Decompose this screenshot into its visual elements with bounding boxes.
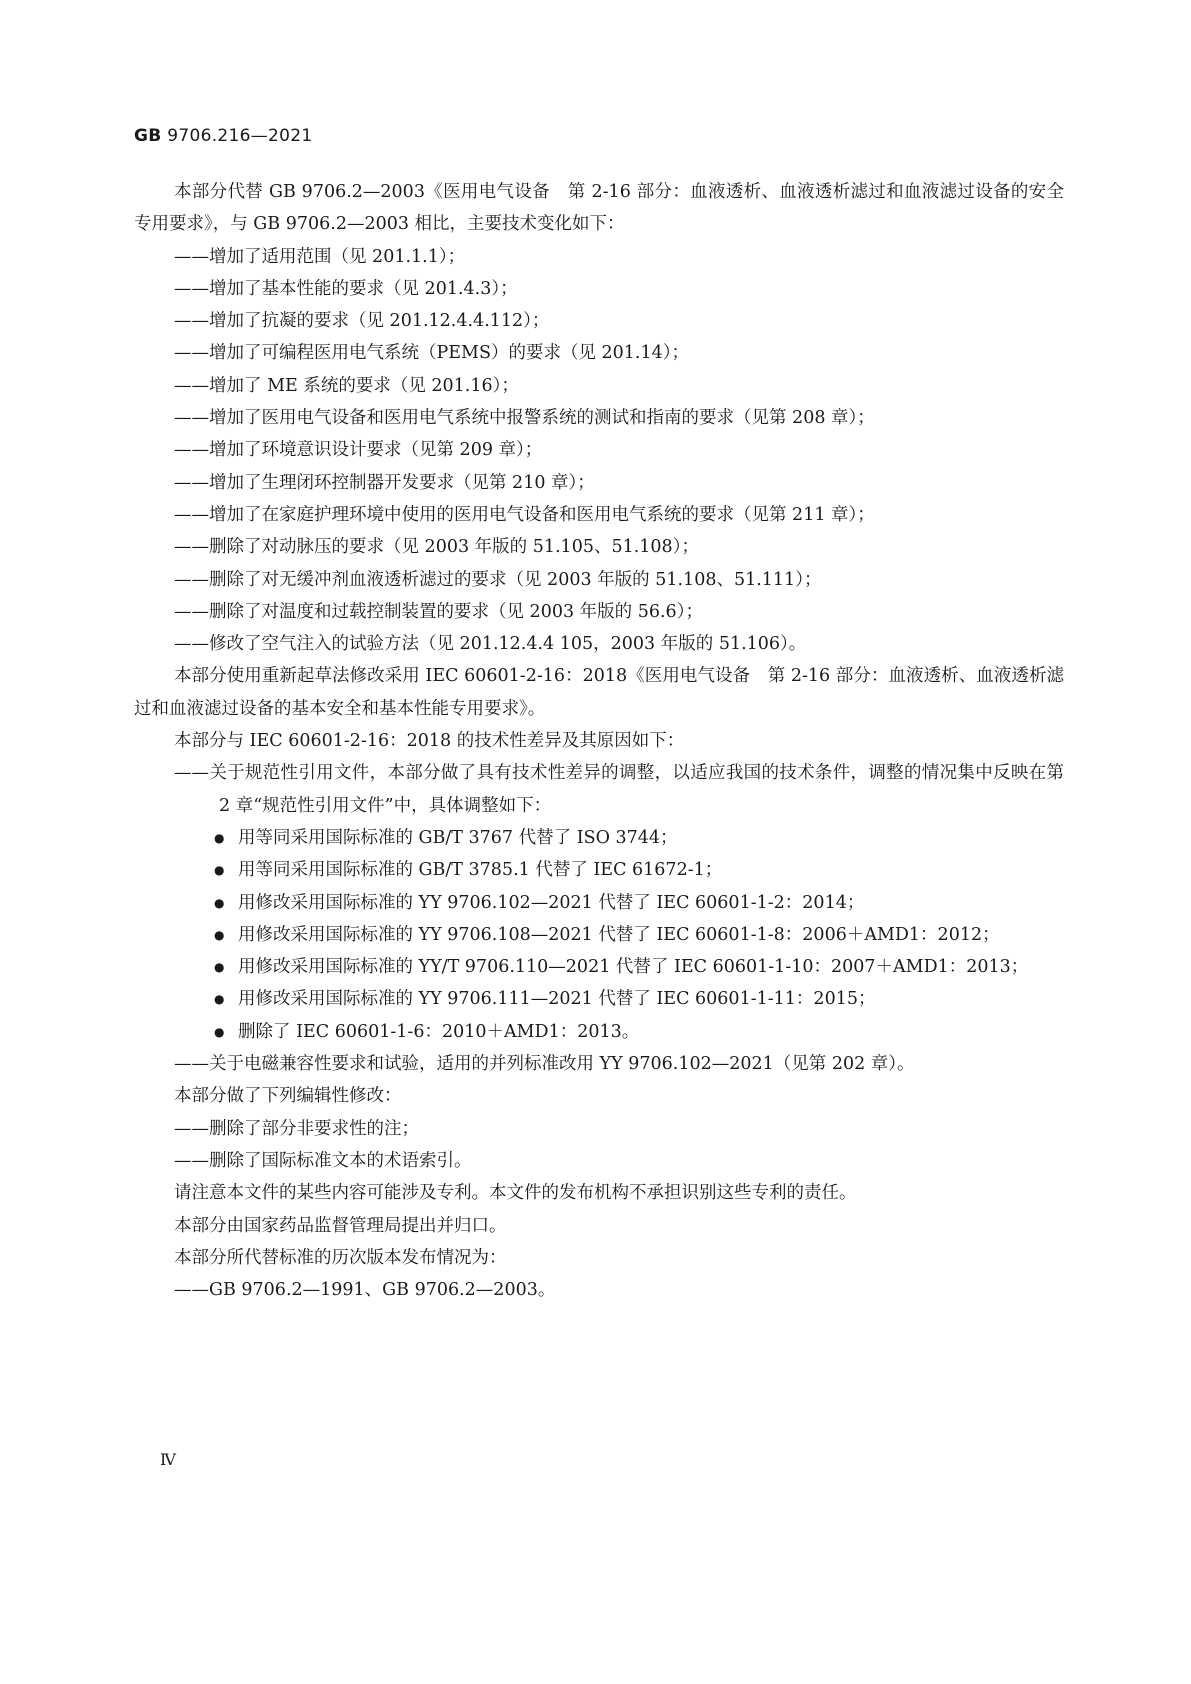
standard-prefix: GB [134, 126, 162, 146]
list-item: ——增加了生理闭环控制器开发要求（见第 210 章）； [174, 472, 595, 493]
page-header [134, 126, 313, 146]
list-item: ——增加了在家庭护理环境中使用的医用电气设备和医用电气系统的要求（见第 211 章）； [174, 504, 875, 525]
technical-changes-list [134, 241, 1064, 661]
bullet-item: ● 用修改采用国际标准的 YY/T 9706.110—2021 代替了 IEC 60601-1-10：2007＋AMD1：2013； [134, 951, 1064, 983]
bullet-item: ● 用等同采用国际标准的 GB/T 3767 代替了 ISO 3744； [134, 822, 1064, 854]
bullet-item: ● 用修改采用国际标准的 YY 9706.102—2021 代替了 IEC 60601-1-2：2014； [134, 887, 1064, 919]
list-item: ——删除了对无缓冲剂血液透析滤过的要求（见 2003 年版的 51.108、51.111）； [174, 569, 822, 590]
list-item: ——删除了对动脉压的要求（见 2003 年版的 51.105、51.108）； [174, 537, 699, 558]
normative-references-item: ——关于规范性引用文件，本部分做了具有技术性差异的调整，以适应我国的技术条件，调整的情况集中反映在第 2 章“规范性引用文件”中，具体调整如下： [174, 763, 1064, 816]
bullet-item: ● 用修改采用国际标准的 YY 9706.108—2021 代替了 IEC 60601-1-8：2006＋AMD1：2012； [134, 919, 1064, 951]
history-paragraph: 本部分所代替标准的历次版本发布情况为： [174, 1247, 507, 1268]
list-item: ——增加了医用电气设备和医用电气系统中报警系统的测试和指南的要求（见第 208 章）； [174, 408, 875, 429]
editorial-paragraph: 本部分做了下列编辑性修改： [174, 1086, 402, 1107]
list-item: ——删除了国际标准文本的术语索引。 [174, 1150, 472, 1171]
standard-number: 9706.216—2021 [167, 126, 313, 146]
adjustment-bullet-list [134, 822, 1064, 1048]
bullet-item: ● 用修改采用国际标准的 YY 9706.111—2021 代替了 IEC 60601-1-11：2015； [134, 983, 1064, 1015]
list-item: ——删除了部分非要求性的注； [174, 1118, 419, 1139]
list-item: ——增加了适用范围（见 201.1.1）； [174, 246, 466, 267]
adoption-paragraph: 本部分使用重新起草法修改采用 IEC 60601-2-16：2018《医用电气设备 第 2-16 部分：血液透析、血液透析滤过和血液滤过设备的基本安全和基本性能专用要求》。 [134, 666, 1064, 719]
list-item: ——删除了对温度和过载控制装置的要求（见 2003 年版的 56.6）； [174, 601, 703, 622]
list-item: ——增加了可编程医用电气系统（PEMS）的要求（见 201.14）； [174, 343, 690, 364]
patent-paragraph: 请注意本文件的某些内容可能涉及专利。本文件的发布机构不承担识别这些专利的责任。 [174, 1183, 857, 1204]
list-item: ——增加了 ME 系统的要求（见 201.16）； [174, 375, 519, 396]
list-item: ——修改了空气注入的试验方法（见 201.12.4.4 105，2003 年版的 51.106）。 [174, 634, 807, 655]
list-item: ——增加了基本性能的要求（见 201.4.3）； [174, 278, 518, 299]
emc-item: ——关于电磁兼容性要求和试验，适用的并列标准改用 YY 9706.102—2021（见第 202 章）。 [174, 1054, 915, 1075]
history-item: ——GB 9706.2—1991、GB 9706.2—2003。 [174, 1280, 556, 1301]
list-item: ——增加了环境意识设计要求（见第 209 章）； [174, 440, 543, 461]
differences-paragraph: 本部分与 IEC 60601-2-16：2018 的技术性差异及其原因如下： [174, 731, 685, 752]
replacement-paragraph: 本部分代替 GB 9706.2—2003《医用电气设备 第 2-16 部分：血液透析、血液透析滤过和血液滤过设备的安全专用要求》，与 GB 9706.2—2003 相比，主要技术变化如下： [134, 182, 1064, 235]
list-item: ——增加了抗凝的要求（见 201.12.4.4.112）； [174, 311, 550, 332]
bullet-item: ● 用等同采用国际标准的 GB/T 3785.1 代替了 IEC 61672-1； [134, 854, 1064, 886]
document-body [134, 176, 1064, 1306]
page-number: Ⅳ [160, 1450, 176, 1469]
proposer-paragraph: 本部分由国家药品监督管理局提出并归口。 [174, 1215, 507, 1236]
bullet-item: ● 删除了 IEC 60601-1-6：2010＋AMD1：2013。 [134, 1016, 1064, 1048]
